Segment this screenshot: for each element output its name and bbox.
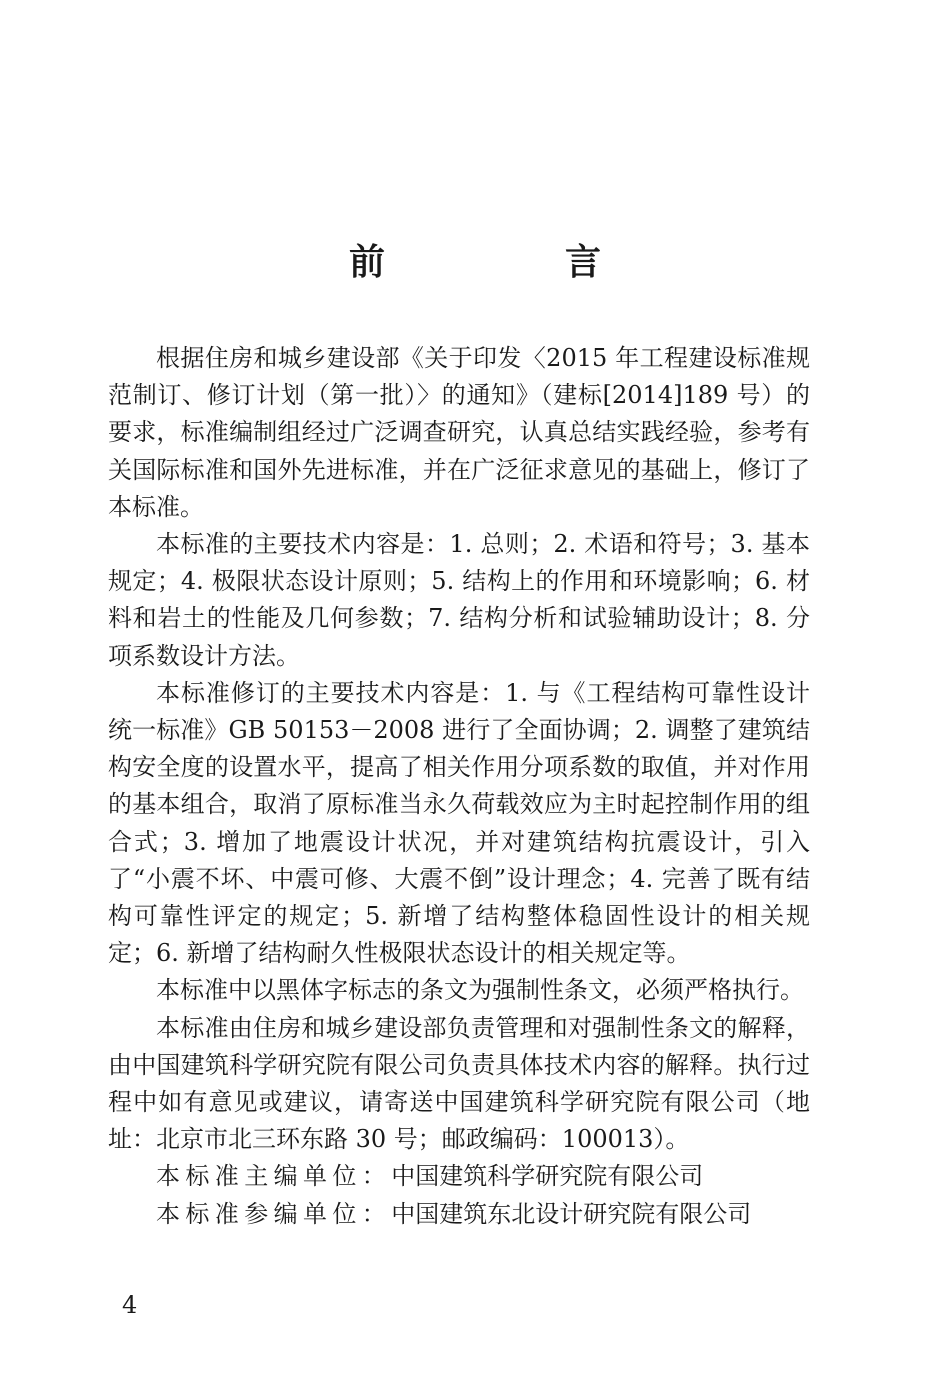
participating-unit	[108, 1196, 810, 1233]
chief-editor-unit-value: 中国建筑科学研究院有限公司	[391, 1162, 704, 1191]
participating-unit-label: 本标准参编单位：	[156, 1199, 392, 1228]
preface-body	[108, 340, 810, 1233]
paragraph-mandatory-clauses: 本标准中以黑体字标志的条文为强制性条文，必须严格执行。	[156, 976, 804, 1005]
page-title: 前 言	[348, 241, 673, 283]
paragraph-main-content: 本标准的主要技术内容是：1. 总则；2. 术语和符号；3. 基本规定；4. 极限状态设计原则；5. 结构上的作用和环境影响；6. 材料和岩土的性能及几何参数；7. 结构分析和试验辅助设计；8. 分项系数设计方法。	[108, 530, 810, 670]
paragraph-revision-content: 本标准修订的主要技术内容是：1. 与《工程结构可靠性设计统一标准》GB 50153－2008 进行了全面协调；2. 调整了建筑结构安全度的设置水平，提高了相关作用分项系数的取值，并对作用的基本组合，取消了原标准当永久荷载效应为主时起控制作用的组合式；3. 增加了地震设计状况，并对建筑结构抗震设计，引入了“小震不坏、中震可修、大震不倒”设计理念；4. 完善了既有结构可靠性评定的规定；5. 新增了结构整体稳固性设计的相关规定；6. 新增了结构耐久性极限状态设计的相关规定等。	[108, 678, 810, 968]
participating-unit-value: 中国建筑东北设计研究院有限公司	[391, 1199, 752, 1228]
chief-editor-unit-label: 本标准主编单位：	[156, 1162, 392, 1191]
page-number: 4	[122, 1291, 138, 1319]
chief-editor-unit	[108, 1158, 810, 1195]
paragraph-management: 本标准由住房和城乡建设部负责管理和对强制性条文的解释，由中国建筑科学研究院有限公司负责具体技术内容的解释。执行过程中如有意见或建议，请寄送中国建筑科学研究院有限公司（地址：北京市北三环东路 30 号；邮政编码：100013）。	[108, 1013, 810, 1154]
paragraph-basis: 根据住房和城乡建设部《关于印发〈2015 年工程建设标准规范制订、修订计划（第一批）〉的通知》（建标[2014]189 号）的要求，标准编制组经过广泛调查研究，认真总结实践经验，参考有关国际标准和国外先进标准，并在广泛征求意见的基础上，修订了本标准。	[108, 344, 810, 521]
